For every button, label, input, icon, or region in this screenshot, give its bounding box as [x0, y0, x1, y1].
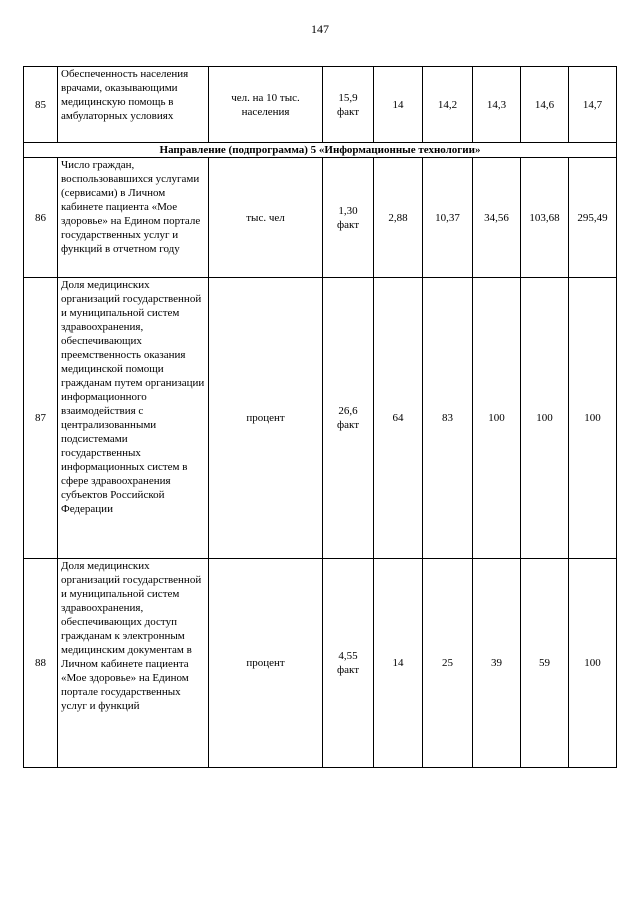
base-value — [323, 67, 374, 143]
target-value-3: 100 — [473, 278, 521, 559]
target-value-2: 10,37 — [423, 158, 473, 278]
base-value — [323, 158, 374, 278]
section-row — [24, 143, 617, 158]
indicator-name: Доля медицинских организаций государственной и муниципальной систем здравоохранения, обеспечивающих доступ гражданам к электронным медицинским документам в Личном кабинете пациента «Мое здоровье» на Едином портале государственных услуг и функций — [58, 559, 209, 768]
unit-of-measure: тыс. чел — [209, 158, 323, 278]
base-value-note: факт — [336, 218, 360, 231]
target-value-4: 103,68 — [521, 158, 569, 278]
target-value-3: 39 — [473, 559, 521, 768]
base-value-note: факт — [336, 105, 360, 118]
unit-of-measure: процент — [209, 278, 323, 559]
target-value-1: 2,88 — [374, 158, 423, 278]
base-value — [323, 278, 374, 559]
target-value-1: 14 — [374, 559, 423, 768]
indicator-name: Число граждан, воспользовавшихся услугами (сервисами) в Личном кабинете пациента «Мое здоровье» на Едином портале государственных услуг и функций в отчетном году — [58, 158, 209, 278]
indicator-name: Обеспеченность населения врачами, оказывающими медицинскую помощь в амбулаторных условиях — [58, 67, 209, 143]
base-value-number: 26,6 — [338, 405, 358, 417]
unit-of-measure: процент — [209, 559, 323, 768]
row-number: 86 — [24, 158, 58, 278]
row-number: 85 — [24, 67, 58, 143]
indicators-table — [23, 66, 617, 768]
target-value-4: 14,6 — [521, 67, 569, 143]
table-row — [24, 158, 617, 278]
base-value — [323, 559, 374, 768]
target-value-2: 25 — [423, 559, 473, 768]
base-value-note: факт — [336, 419, 360, 431]
target-value-5: 100 — [569, 559, 617, 768]
target-value-5: 14,7 — [569, 67, 617, 143]
target-value-5: 100 — [569, 278, 617, 559]
target-value-3: 14,3 — [473, 67, 521, 143]
target-value-5: 295,49 — [569, 158, 617, 278]
base-value-number: 4,55 — [338, 650, 358, 662]
target-value-4: 100 — [521, 278, 569, 559]
row-number: 87 — [24, 278, 58, 559]
base-value-number: 15,9 — [338, 91, 358, 104]
indicator-name: Доля медицинских организаций государственной и муниципальной систем здравоохранения, обеспечивающих преемственность оказания медицинской помощи гражданам путем организации информационного взаимодействия с централизованными подсистемами государственных информационных систем в сфере здравоохранения субъектов Российской Федерации — [58, 278, 209, 559]
target-value-3: 34,56 — [473, 158, 521, 278]
row-number: 88 — [24, 559, 58, 768]
table-row — [24, 278, 617, 559]
base-value-note: факт — [336, 664, 360, 676]
base-value-number: 1,30 — [338, 204, 358, 217]
target-value-2: 83 — [423, 278, 473, 559]
unit-of-measure: чел. на 10 тыс. населения — [209, 67, 323, 143]
target-value-2: 14,2 — [423, 67, 473, 143]
page-number: 147 — [311, 22, 329, 36]
target-value-1: 14 — [374, 67, 423, 143]
target-value-1: 64 — [374, 278, 423, 559]
target-value-4: 59 — [521, 559, 569, 768]
table-row — [24, 67, 617, 143]
table-row — [24, 559, 617, 768]
section-heading: Направление (подпрограмма) 5 «Информационные технологии» — [24, 143, 617, 158]
